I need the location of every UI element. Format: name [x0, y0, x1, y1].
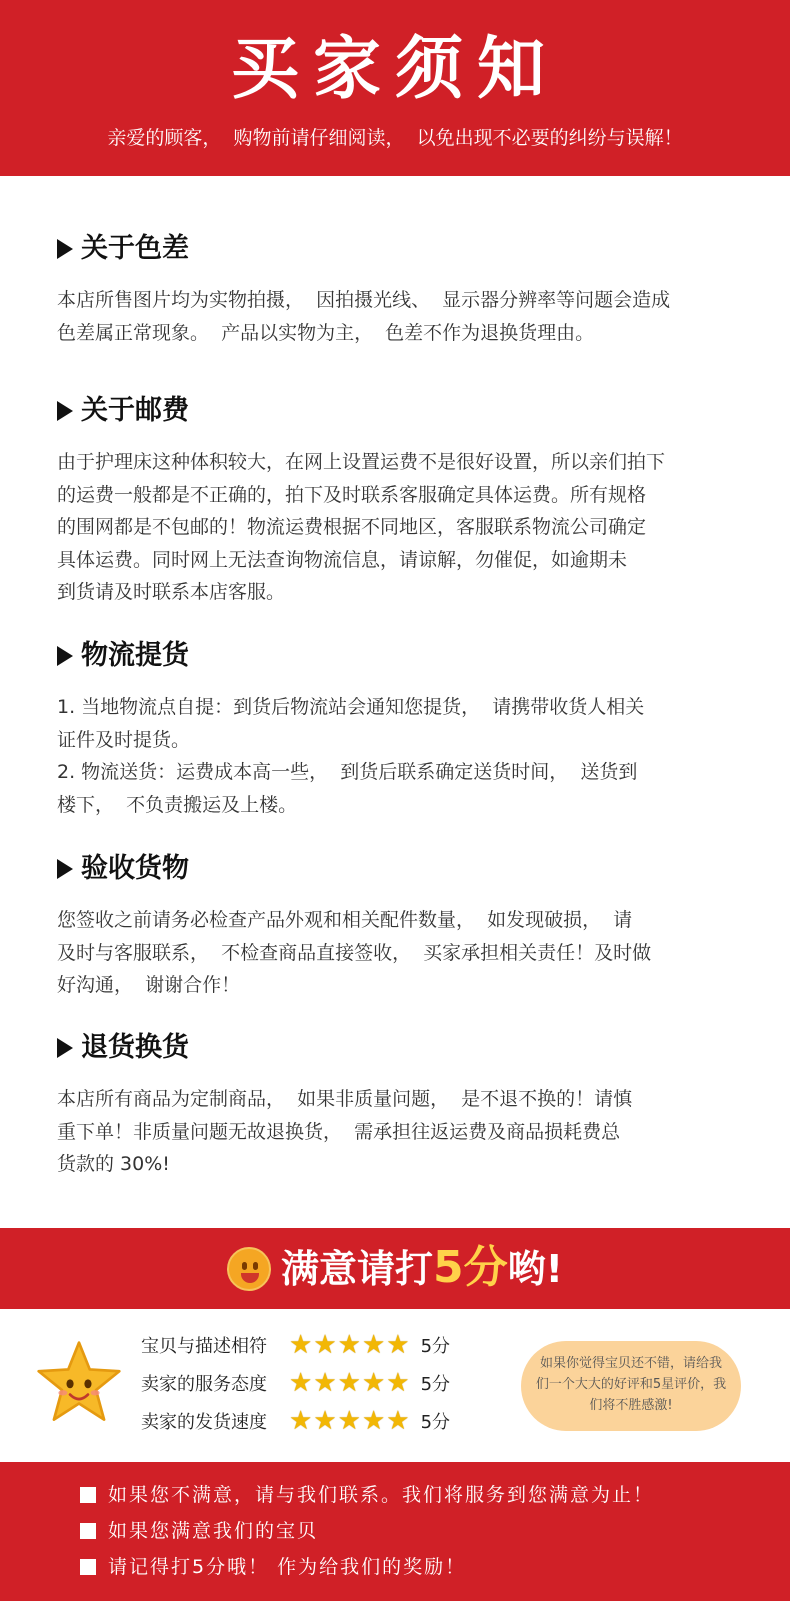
- smiley-face-icon: [227, 1247, 271, 1291]
- triangle-right-icon: [57, 646, 73, 666]
- section-body: [57, 1083, 757, 1181]
- ratings-panel: [0, 1309, 790, 1462]
- section-title: 退货换货: [81, 1032, 189, 1063]
- white-square-icon: [80, 1559, 96, 1575]
- section-shipping-fee: [57, 391, 757, 609]
- section-heading: [57, 229, 757, 269]
- section-title: 验收货物: [81, 853, 189, 884]
- section-title: 关于邮费: [81, 395, 189, 426]
- body-line: 到货请及时联系本店客服。: [57, 581, 286, 603]
- rating-label: 宝贝与描述相符: [141, 1336, 267, 1357]
- star-icon[interactable]: ★: [361, 1368, 386, 1398]
- star-icon[interactable]: ★: [313, 1406, 337, 1436]
- rating-label: 卖家的发货速度: [141, 1412, 267, 1433]
- body-line: 好沟通， 谢谢合作！: [57, 974, 241, 996]
- body-line: 重下单！非质量问题无故退换货， 需承担往返运费及商品损耗费总: [57, 1120, 621, 1143]
- page-subtitle: 亲爱的顾客， 购物前请仔细阅读， 以免出现不必要的纠纷与误解！: [107, 127, 683, 149]
- section-body: [57, 284, 757, 349]
- rating-score: 5分: [420, 1336, 451, 1357]
- footer-line: [80, 1514, 318, 1548]
- score-banner: [0, 1228, 790, 1309]
- section-logistics-pickup: [57, 636, 757, 821]
- body-line: 您签收之前请务必检查产品外观和相关配件数量， 如发现破损， 请: [57, 909, 633, 931]
- section-body: [57, 446, 757, 609]
- body-line: 2. 物流送货：运费成本高一些， 到货后联系确定送货时间， 送货到: [57, 761, 638, 783]
- score-banner-text: [281, 1238, 563, 1299]
- section-heading: [57, 391, 757, 431]
- section-inspect-goods: [57, 849, 757, 1002]
- rating-score: 5分: [420, 1374, 451, 1395]
- footer-text: 如果您不满意，请与我们联系。我们将服务到您满意为止！: [108, 1484, 655, 1506]
- triangle-right-icon: [57, 401, 73, 421]
- triangle-right-icon: [57, 859, 73, 879]
- triangle-right-icon: [57, 1038, 73, 1058]
- star-mascot-icon: [34, 1339, 124, 1425]
- white-square-icon: [80, 1487, 96, 1503]
- body-line: 货款的 30%!: [57, 1153, 170, 1175]
- rating-stars[interactable]: [289, 1367, 411, 1399]
- star-icon[interactable]: ★: [289, 1330, 313, 1360]
- rating-stars[interactable]: [289, 1405, 411, 1437]
- body-line: 证件及时提货。: [57, 728, 191, 751]
- rating-row-shipping-speed: [141, 1405, 450, 1437]
- star-icon[interactable]: ★: [289, 1368, 313, 1398]
- star-icon[interactable]: ★: [313, 1368, 337, 1398]
- footer-banner: [0, 1462, 790, 1601]
- section-heading: [57, 849, 757, 889]
- score-text-before: 满意请打: [281, 1247, 434, 1291]
- star-icon[interactable]: ★: [361, 1330, 386, 1360]
- star-icon[interactable]: ★: [386, 1330, 410, 1360]
- star-icon[interactable]: ★: [337, 1406, 361, 1436]
- page-title: 买家须知: [230, 30, 559, 109]
- body-line: 具体运费。同时网上无法查询物流信息，请谅解，勿催促，如逾期未: [57, 548, 628, 571]
- footer-line: [80, 1550, 466, 1584]
- score-text-after: 哟!: [507, 1247, 563, 1291]
- section-body: [57, 904, 757, 1002]
- star-icon[interactable]: ★: [386, 1406, 410, 1436]
- star-icon[interactable]: ★: [337, 1368, 361, 1398]
- rating-row-description: [141, 1329, 450, 1361]
- star-icon[interactable]: ★: [337, 1330, 361, 1360]
- section-color-difference: [57, 229, 757, 349]
- rating-row-service: [141, 1367, 450, 1399]
- body-line: 楼下， 不负责搬运及上楼。: [57, 793, 298, 816]
- white-square-icon: [80, 1523, 96, 1539]
- section-heading: [57, 636, 757, 676]
- section-title: 物流提货: [81, 640, 189, 671]
- body-line: 的围网都是不包邮的！物流运费根据不同地区，客服联系物流公司确定: [57, 516, 647, 538]
- body-line: 及时与客服联系， 不检查商品直接签收， 买家承担相关责任！及时做: [57, 941, 652, 964]
- header-banner: [0, 0, 790, 176]
- star-icon[interactable]: ★: [361, 1406, 386, 1436]
- star-icon[interactable]: ★: [386, 1368, 410, 1398]
- footer-text: 请记得打5分哦！ 作为给我们的奖励！: [108, 1556, 467, 1578]
- body-line: 本店所售图片均为实物拍摄， 因拍摄光线、 显示器分辨率等问题会造成: [57, 289, 671, 311]
- body-line: 1. 当地物流点自提：到货后物流站会通知您提货， 请携带收货人相关: [57, 696, 645, 718]
- star-icon[interactable]: ★: [313, 1330, 337, 1360]
- body-line: 由于护理床这种体积较大，在网上设置运费不是很好设置，所以亲们拍下: [57, 451, 666, 473]
- footer-text: 如果您满意我们的宝贝: [108, 1520, 319, 1542]
- speech-bubble: 如果你觉得宝贝还不错，请给我们一个大大的好评和5星评价，我们将不胜感激!: [521, 1341, 741, 1431]
- section-body: [57, 691, 757, 821]
- score-highlight: 5分: [433, 1242, 508, 1293]
- triangle-right-icon: [57, 239, 73, 259]
- rating-stars[interactable]: [289, 1329, 411, 1361]
- star-icon[interactable]: ★: [289, 1406, 313, 1436]
- rating-score: 5分: [420, 1412, 451, 1433]
- body-line: 的运费一般都是不正确的，拍下及时联系客服确定具体运费。所有规格: [57, 483, 647, 506]
- section-returns: [57, 1028, 757, 1181]
- section-heading: [57, 1028, 757, 1068]
- body-line: 色差属正常现象。 产品以实物为主， 色差不作为退换货理由。: [57, 321, 595, 344]
- body-line: 本店所有商品为定制商品， 如果非质量问题， 是不退不换的！请慎: [57, 1088, 633, 1110]
- footer-line: [80, 1478, 654, 1512]
- section-title: 关于色差: [81, 233, 189, 264]
- rating-label: 卖家的服务态度: [141, 1374, 267, 1395]
